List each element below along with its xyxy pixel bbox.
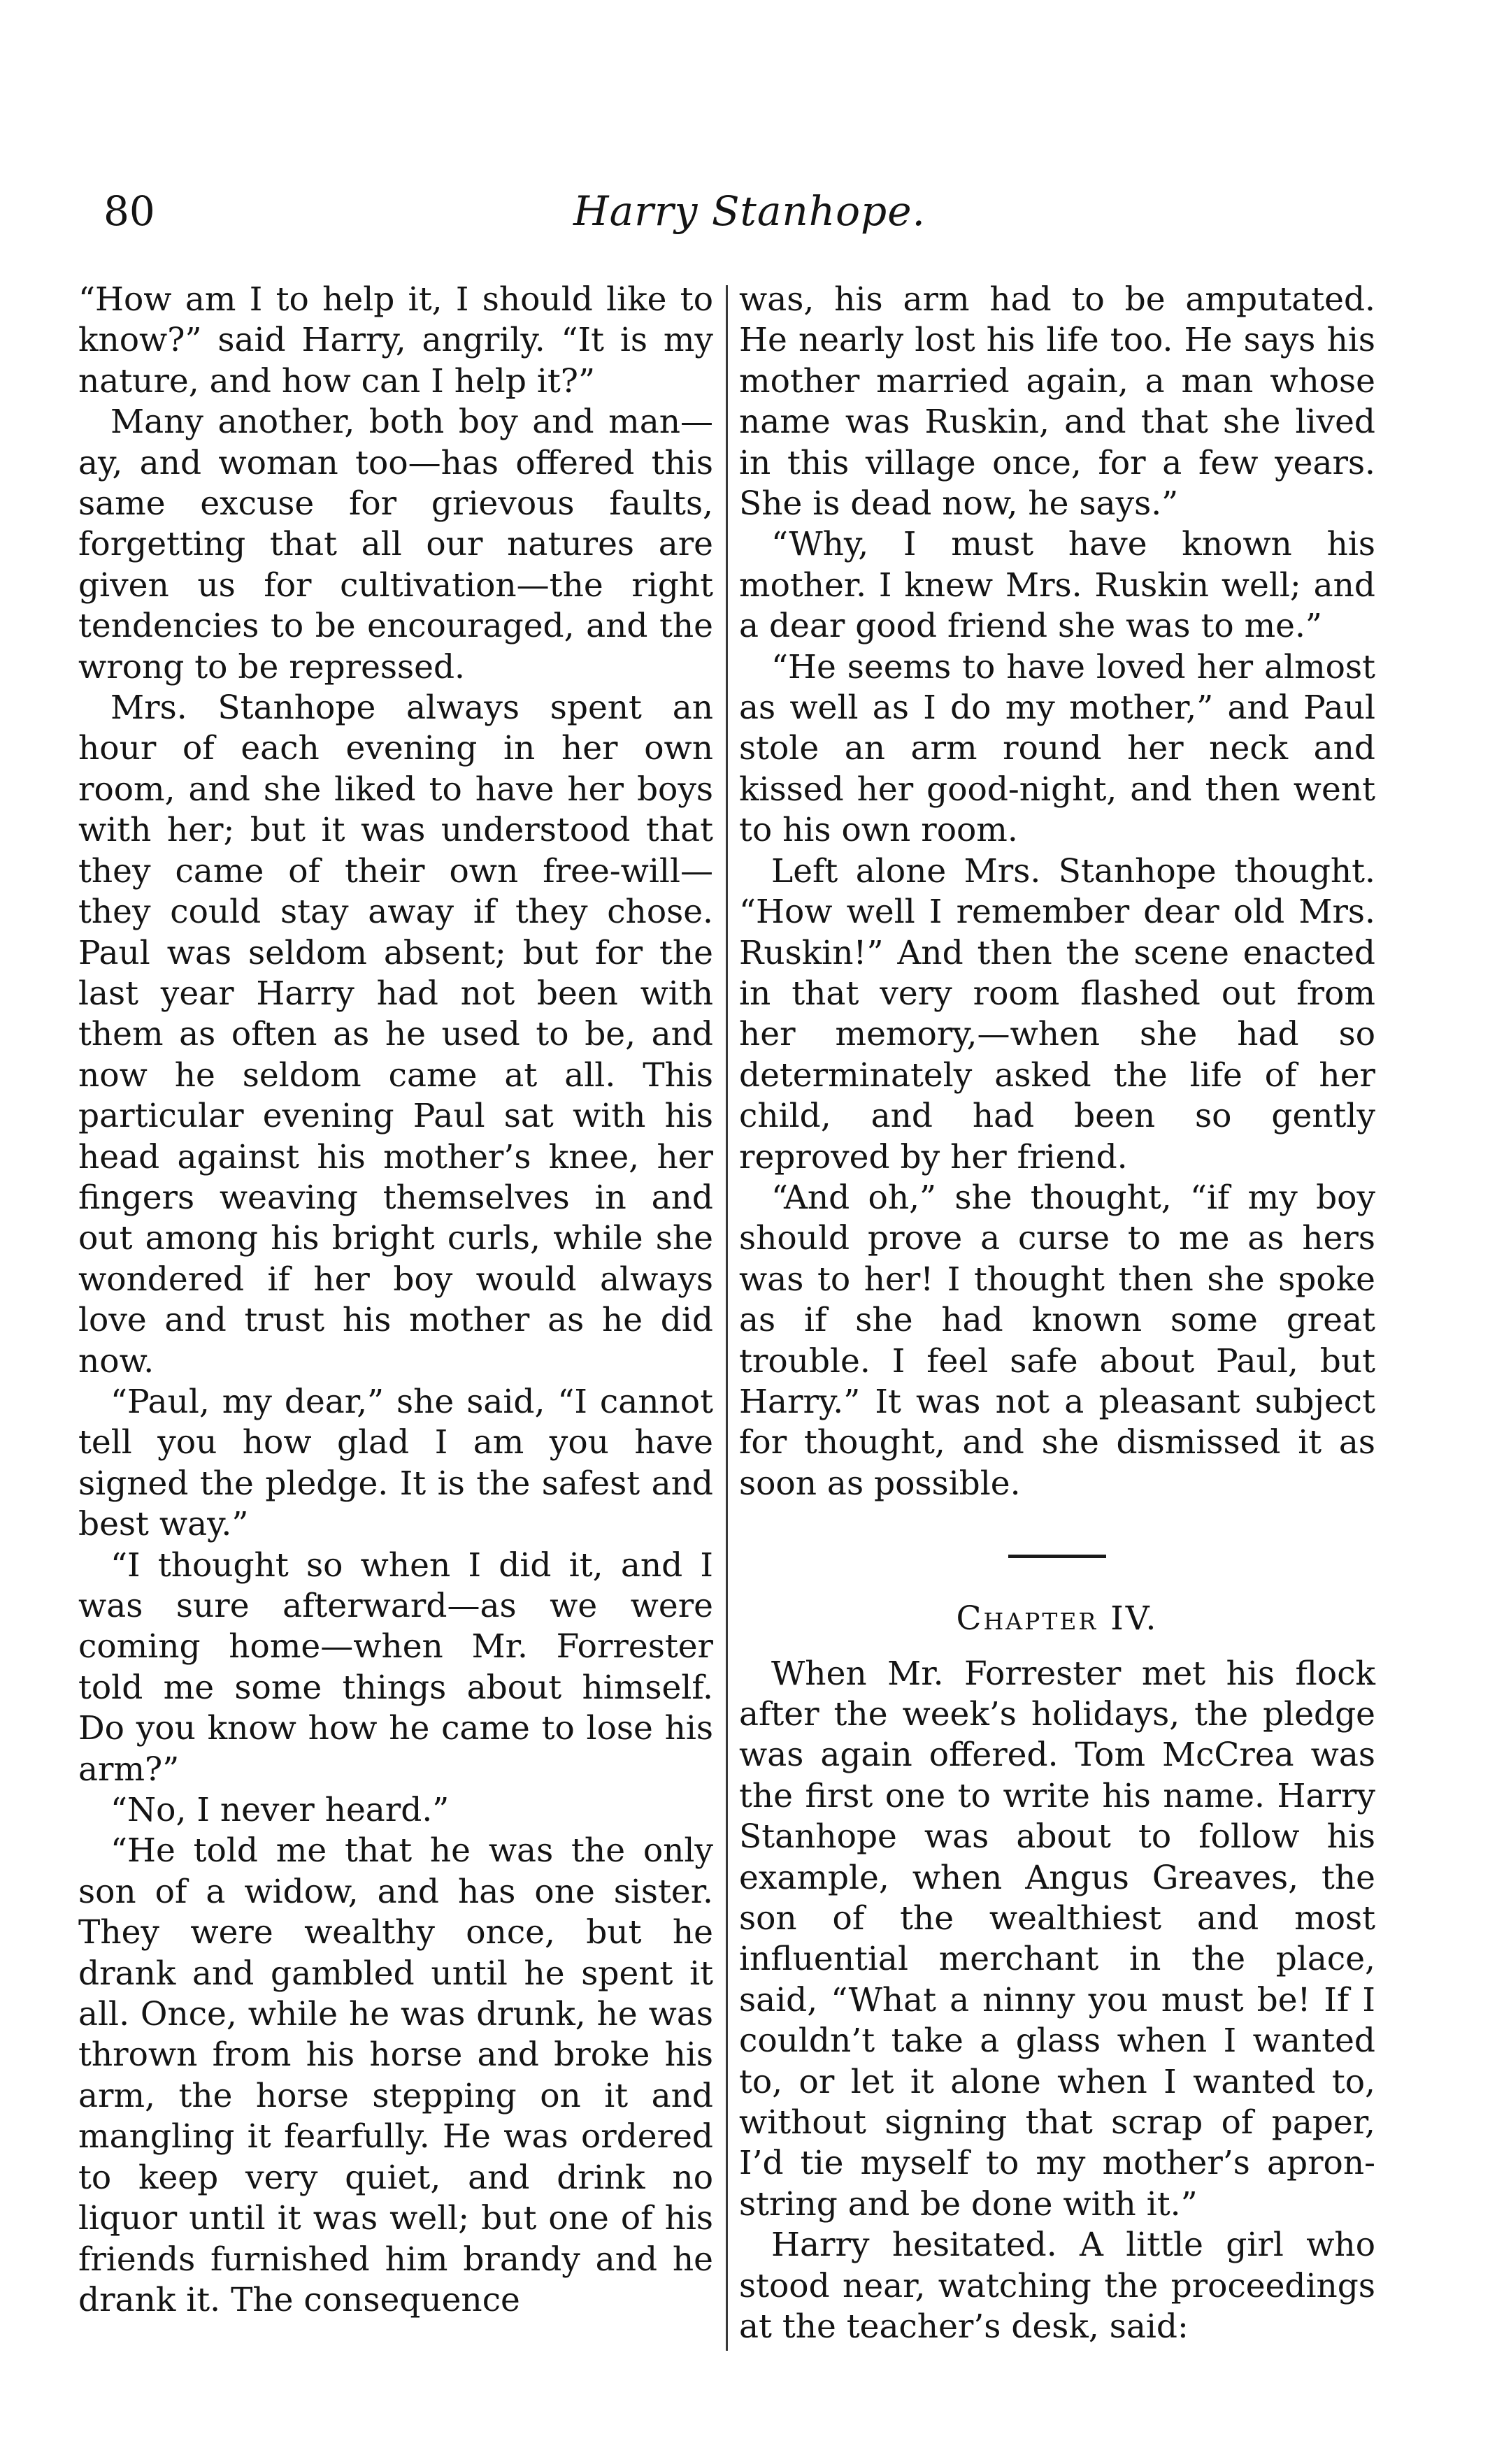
left-column [78,280,713,2321]
body-paragraph: Left alone Mrs. Stanhope thought. “How well I remember dear old Mrs. Ruskin!” And then the scene enacted in that very room flashed out from her memory,—when she had so determinately asked the life of her child, and had been so gently reproved by her friend. [739,851,1375,1176]
section-rule [1008,1555,1106,1558]
body-paragraph: “Why, I must have known his mother. I knew Mrs. Ruskin well; and a dear good friend she was to me.” [739,525,1375,646]
body-paragraph: Many another, both boy and man—ay, and woman too—has offered this same excuse for grievous faults, forgetting that all our natures are given us for cultivation—the right tendencies to be encouraged, and the wrong to be repressed. [78,403,713,686]
page-number: 80 [103,187,155,235]
body-paragraph: “And oh,” she thought, “if my boy should prove a curse to me as hers was to her! I thought then she spoke as if she had known some great trouble. I feel safe about Paul, but Harry.” It was not a pleasant subject for thought, and she dismissed it as soon as possible. [739,1178,1375,1503]
running-title: Harry Stanhope. [573,187,926,235]
body-paragraph: was, his arm had to be amputated. He nearly lost his life too. He says his mother married again, a man whose name was Ruskin, and that she lived in this village once, for a few years. She is dead now, he says.” [739,280,1375,524]
body-paragraph: Harry hesitated. A little girl who stood near, watching the proceedings at the teacher’s desk, said: [739,2226,1375,2347]
body-paragraph: “He seems to have loved her almost as well as I do my mother,” and Paul stole an arm round her neck and kissed her good-night, and then went to his own room. [739,647,1375,850]
body-paragraph: “Paul, my dear,” she said, “I cannot tell you how glad I am you have signed the pledge. It is the safest and best way.” [78,1382,713,1544]
right-column [739,280,1375,2348]
body-paragraph: When Mr. Forrester met his flock after the week’s holidays, the pledge was again offered. Tom McCrea was the first one to write his name. Harry Stanhope was about to follow his example, when Angus Greaves, the son of the wealthiest and most influential merchant in the place, said, “What a ninny you must be! If I couldn’t take a glass when I wanted to, or let it alone when I wanted to, without signing that scrap of paper, I’d tie myself to my mother’s apron-string and be done with it.” [739,1654,1375,2224]
body-paragraph: Mrs. Stanhope always spent an hour of each evening in her own room, and she liked to have her boys with her; but it was understood that they came of their own free-will—they could stay away if they chose. Paul was seldom absent; but for the last year Harry had not been with them as often as he used to be, and now he seldom came at all. This particular evening Paul sat with his head against his mother’s knee, her fingers weaving themselves in and out among his bright curls, while she wondered if her boy would always love and trust his mother as he did now. [78,689,713,1381]
column-divider [726,285,728,2351]
body-paragraph: “I thought so when I did it, and I was sure afterward—as we were coming home—when Mr. Forrester told me some things about himself. Do you know how he came to lose his arm?” [78,1546,713,1789]
running-head [0,183,1497,239]
body-paragraph: “How am I to help it, I should like to know?” said Harry, angrily. “It is my nature, and how can I help it?” [78,280,713,401]
body-paragraph: “He told me that he was the only son of a widow, and has one sister. They were wealthy once, but he drank and gambled until he spent it all. Once, while he was drunk, he was thrown from his horse and broke his arm, the horse stepping on it and mangling it fearfully. He was ordered to keep very quiet, and drink no liquor until it was well; but one of his friends furnished him brandy and he drank it. The consequence [78,1831,713,2319]
chapter-heading: Chapter IV. [956,1599,1159,1638]
body-paragraph: “No, I never heard.” [110,1791,450,1830]
